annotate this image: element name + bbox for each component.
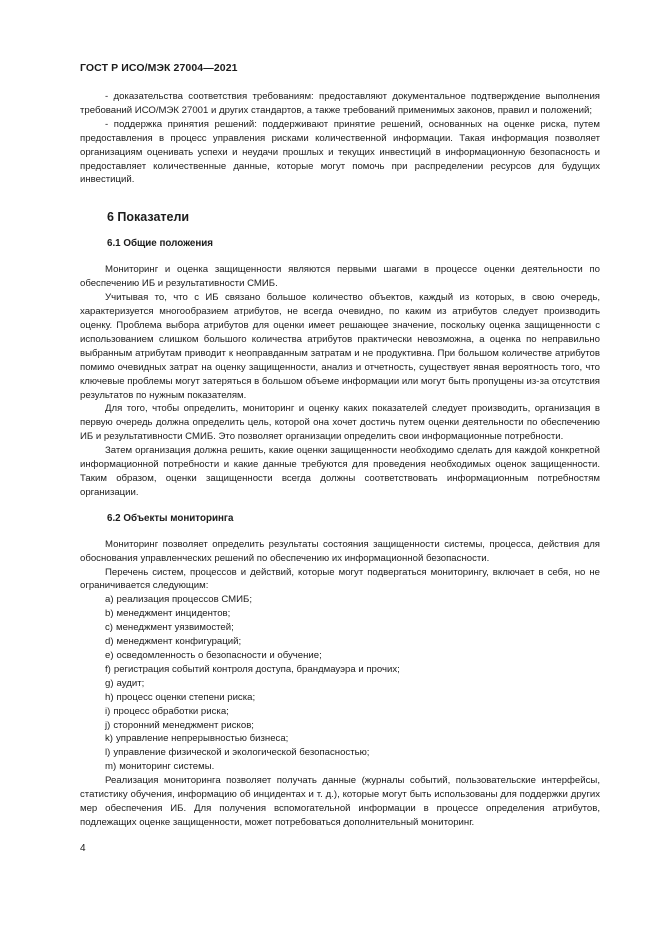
list-item-text: мониторинг системы. (119, 761, 215, 773)
paragraph: Перечень систем, процессов и действий, которые могут подвергаться мониторингу, включает в себя, но не ограничивается следующим: (80, 566, 600, 592)
list-marker: k) (105, 733, 113, 745)
list-item-text: процесс оценки степени риска; (116, 691, 256, 703)
list-item-text: реализация процессов СМИБ; (116, 594, 253, 606)
page-number: 4 (80, 843, 86, 854)
list-marker: f) (105, 663, 111, 675)
list-item-text: сторонний менеджмент рисков; (113, 719, 254, 731)
list-marker: j) (105, 719, 111, 731)
list-item (80, 691, 600, 705)
list-item (80, 663, 600, 677)
paragraph: Учитывая то, что с ИБ связано большое количество объектов, каждый из которых, в свою очередь, характеризуется многообразием атрибутов, не всегда очевидно, по каким из атрибутов следует производить оценку. Проблема выбора атрибутов для оценки имеет решающее значение, поскольку оценка защищенности с использованием слишком большого количества атрибутов практически невозможна, а оценка по неправильно выбранным атрибутам приводит к неоправданным затратам и не продуктивна. При большом количестве атрибутов помимо очевидных затрат на оценку защищенности, анализ и отчетность, существует явная вероятность того, что ключевые проблемы могут затеряться в большом объеме информации или могут быть пропущены из-за отсутствия результатов по нужным показателям. (80, 292, 600, 401)
list-marker: g) (105, 677, 114, 689)
closing-paragraph: Реализация мониторинга позволяет получать данные (журналы событий, пользовательские интерфейсы, статистику обучения, информацию об инцидентах и т. д.), которые могут быть использованы для поддержки других мер обеспечения ИБ. Для получения вспомогательной информации в процессе определения атрибутов, подлежащих оценке защищенности, может потребоваться дополнительный мониторинг. (80, 775, 600, 828)
intro-item-1: - доказательства соответствия требованиям: предоставляют документальное подтверждение выполнения требований ИСО/МЭК 27001 и других стандартов, а также требований применимых законов, правил и положений; (80, 91, 600, 116)
list-item-text: регистрация событий контроля доступа, брандмауэра и прочих; (113, 663, 400, 675)
list-item (80, 621, 600, 635)
subsection-6-1-title: 6.1 Общие положения (107, 238, 214, 250)
paragraph: Для того, чтобы определить, мониторинг и оценку каких показателей следует производить, организация в первую очередь должна определить цель, которой она хочет достичь путем оценки деятельности по обеспечению ИБ и результативности СМИБ. Это позволяет организации определить свои информационные потребности. (80, 403, 600, 443)
list-item (80, 705, 600, 719)
list-item (80, 732, 600, 746)
paragraph: Затем организация должна решить, какие оценки защищенности необходимо сделать для каждой конкретной информационной потребности и какие данные требуются для проведения необходимых оценок защищенности. Таким образом, оценки защищенности всегда должны соответствовать информационным потребностям организации. (80, 445, 600, 498)
list-item-text: аудит; (116, 677, 145, 689)
list-marker: a) (105, 594, 114, 606)
list-marker: h) (105, 691, 114, 703)
list-item-text: процесс обработки риска; (113, 705, 229, 717)
paragraph: Мониторинг позволяет определить результаты состояния защищенности системы, процесса, действия для обоснования управленческих решений по обеспечению их информационной безопасности. (80, 538, 600, 564)
list-marker: b) (105, 608, 114, 620)
list-item-text: управление физической и экологической безопасностью; (113, 747, 370, 759)
list-marker: d) (105, 636, 114, 648)
list-item-text: управление непрерывностью бизнеса; (116, 733, 289, 745)
subsection-6-2-title: 6.2 Объекты мониторинга (107, 512, 234, 524)
list-item-text: менеджмент уязвимостей; (116, 622, 234, 634)
list-item (80, 719, 600, 733)
document-header: ГОСТ Р ИСО/МЭК 27004—2021 (80, 62, 238, 74)
list-item (80, 746, 600, 760)
list-marker: i) (105, 705, 111, 717)
list-item (80, 649, 600, 663)
paragraph: Мониторинг и оценка защищенности являются первыми шагами в процессе оценки деятельности по обеспечению ИБ и результативности СМИБ. (80, 264, 600, 290)
section-6-title: 6 Показатели (107, 210, 190, 225)
intro-item-2: - поддержка принятия решений: поддерживают принятие решений, основанных на оценке риска, путем предоставления в процесс управления рисками количественной информации. Такая информация позволяет организациям оценивать успехи и неудачи прошлых и текущих инвестиций в информационную безопасность и предоставляет количественные данные, которые могут помочь при распределении ресурсов для будущих инвестиций. (80, 118, 600, 186)
list-marker: e) (105, 650, 114, 661)
list-marker: m) (105, 761, 117, 773)
page-content (80, 90, 600, 830)
list-item (80, 593, 600, 607)
monitoring-objects-list (80, 593, 600, 774)
list-item (80, 677, 600, 691)
list-item (80, 635, 600, 649)
list-item-text: менеджмент инцидентов; (116, 608, 231, 620)
list-item (80, 607, 600, 621)
list-marker: c) (105, 622, 113, 634)
list-item-text: осведомленность о безопасности и обучение; (116, 650, 322, 661)
list-item (80, 760, 600, 774)
list-marker: l) (105, 747, 111, 759)
list-item-text: менеджмент конфигураций; (116, 636, 242, 648)
